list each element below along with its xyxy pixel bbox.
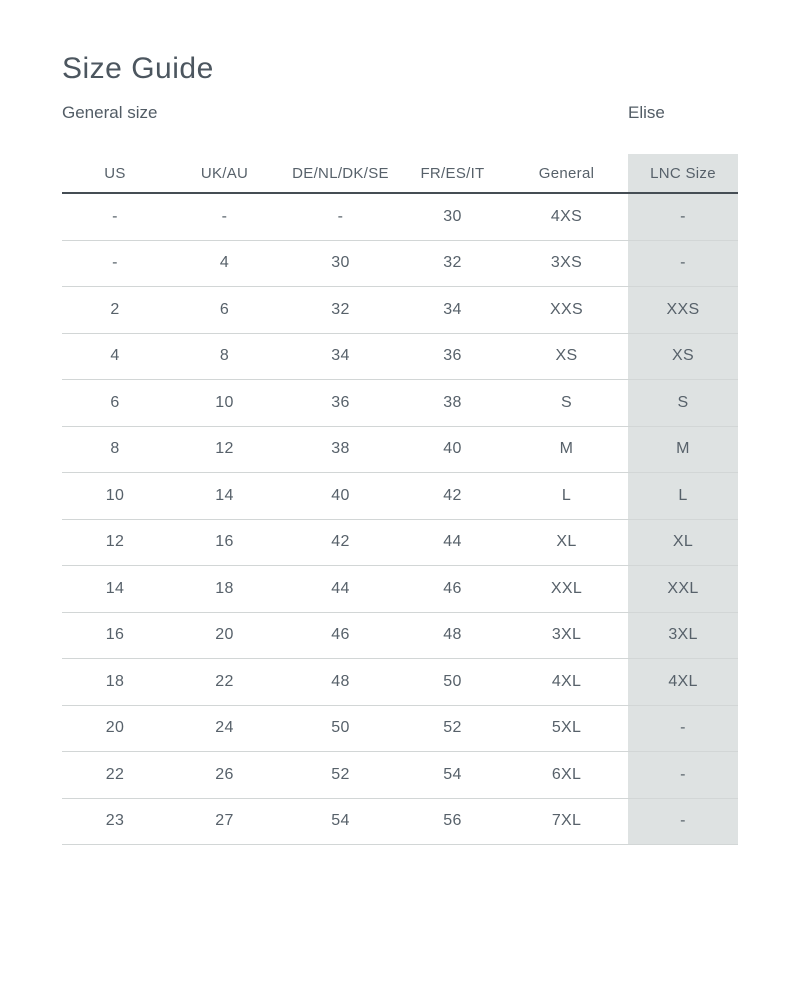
table-cell-us: 10: [105, 486, 125, 504]
table-cell-us: 16: [105, 626, 125, 644]
size-conversion-table: [62, 154, 738, 845]
table-cell-lnc_size: -: [628, 752, 738, 798]
table-cell-fr_es_it: 30: [443, 207, 462, 225]
table-cell-general: 5XL: [551, 719, 582, 737]
table-row: [62, 799, 738, 846]
table-cell-general: 3XS: [550, 254, 583, 272]
table-cell-uk_au: 6: [219, 300, 230, 318]
table-cell-uk_au: -: [221, 207, 228, 225]
table-cell-lnc_size: 4XL: [628, 659, 738, 705]
table-cell-us: 22: [105, 765, 125, 783]
subhead: [62, 103, 738, 125]
column-header-lnc_size: LNC Size: [628, 154, 738, 192]
table-cell-fr_es_it: 38: [443, 393, 462, 411]
table-cell-lnc_size: -: [628, 799, 738, 845]
table-cell-general: XXS: [550, 300, 583, 318]
table-cell-us: 4: [110, 347, 120, 365]
table-cell-de_nl_dk_se: 30: [331, 254, 350, 272]
table-cell-uk_au: 4: [219, 254, 230, 272]
table-cell-general: 3XL: [551, 626, 582, 644]
table-cell-us: -: [112, 207, 118, 225]
table-cell-de_nl_dk_se: 34: [331, 347, 350, 365]
table-cell-uk_au: 22: [215, 672, 234, 690]
table-cell-lnc_size: XXS: [628, 287, 738, 333]
table-cell-lnc_size: XL: [628, 520, 738, 566]
table-row: [62, 334, 738, 381]
table-cell-lnc_size: XXL: [628, 566, 738, 612]
table-cell-de_nl_dk_se: 54: [331, 812, 350, 830]
general-size-subtitle: General size: [62, 103, 158, 122]
table-cell-general: L: [561, 486, 572, 504]
table-cell-fr_es_it: 48: [443, 626, 462, 644]
size-table-body: [62, 194, 738, 845]
table-cell-general: 7XL: [551, 812, 582, 830]
table-cell-us: 2: [110, 300, 120, 318]
table-cell-uk_au: 18: [215, 579, 234, 597]
table-cell-general: M: [559, 440, 574, 458]
table-cell-general: XL: [556, 533, 577, 551]
table-cell-fr_es_it: 42: [443, 486, 462, 504]
table-cell-general: 4XL: [551, 672, 582, 690]
table-cell-us: 18: [105, 672, 125, 690]
table-row: [62, 287, 738, 334]
table-row: [62, 659, 738, 706]
table-cell-de_nl_dk_se: 42: [331, 533, 350, 551]
table-cell-general: S: [561, 393, 572, 411]
table-cell-lnc_size: L: [628, 473, 738, 519]
table-row: [62, 613, 738, 660]
table-cell-us: 6: [110, 393, 120, 411]
table-cell-lnc_size: -: [628, 706, 738, 752]
page-title: Size Guide: [62, 52, 214, 85]
table-row: [62, 473, 738, 520]
table-cell-us: 8: [110, 440, 120, 458]
table-row: [62, 427, 738, 474]
table-cell-lnc_size: M: [628, 427, 738, 473]
table-cell-us: 14: [105, 579, 125, 597]
table-cell-fr_es_it: 36: [443, 347, 462, 365]
table-row: [62, 241, 738, 288]
column-header-uk_au: UK/AU: [200, 164, 249, 182]
table-cell-uk_au: 27: [215, 812, 234, 830]
table-cell-us: 12: [105, 533, 125, 551]
table-cell-fr_es_it: 50: [443, 672, 462, 690]
table-cell-uk_au: 20: [215, 626, 234, 644]
table-cell-lnc_size: -: [628, 241, 738, 287]
table-cell-de_nl_dk_se: 36: [331, 393, 350, 411]
table-cell-lnc_size: S: [628, 380, 738, 426]
table-cell-lnc_size: 3XL: [628, 613, 738, 659]
table-cell-de_nl_dk_se: 44: [331, 579, 350, 597]
table-cell-fr_es_it: 32: [443, 254, 462, 272]
table-cell-de_nl_dk_se: 46: [331, 626, 350, 644]
table-cell-general: 4XS: [550, 207, 583, 225]
table-cell-de_nl_dk_se: 40: [331, 486, 350, 504]
table-cell-de_nl_dk_se: 52: [331, 765, 350, 783]
table-row: [62, 194, 738, 241]
size-table-header-row: [62, 154, 738, 194]
table-row: [62, 566, 738, 613]
table-cell-de_nl_dk_se: 48: [331, 672, 350, 690]
column-header-general: General: [538, 164, 595, 182]
table-cell-fr_es_it: 54: [443, 765, 462, 783]
table-cell-de_nl_dk_se: 50: [331, 719, 350, 737]
table-cell-uk_au: 16: [215, 533, 234, 551]
table-cell-de_nl_dk_se: 38: [331, 440, 350, 458]
table-cell-general: XXL: [550, 579, 583, 597]
table-cell-uk_au: 12: [215, 440, 234, 458]
table-cell-uk_au: 26: [215, 765, 234, 783]
table-cell-uk_au: 14: [215, 486, 234, 504]
column-header-us: US: [104, 164, 126, 182]
collection-label-elise: Elise: [628, 103, 665, 122]
table-cell-uk_au: 24: [215, 719, 234, 737]
table-cell-fr_es_it: 44: [443, 533, 462, 551]
table-cell-us: 23: [105, 812, 125, 830]
table-cell-us: 20: [105, 719, 125, 737]
table-cell-de_nl_dk_se: -: [337, 207, 344, 225]
table-cell-lnc_size: XS: [628, 334, 738, 380]
column-header-de_nl_dk_se: DE/NL/DK/SE: [292, 164, 389, 182]
table-row: [62, 752, 738, 799]
table-row: [62, 520, 738, 567]
table-cell-uk_au: 10: [215, 393, 234, 411]
table-cell-lnc_size: -: [628, 194, 738, 240]
table-cell-fr_es_it: 56: [443, 812, 462, 830]
table-cell-general: 6XL: [551, 765, 582, 783]
column-header-fr_es_it: FR/ES/IT: [420, 164, 485, 182]
table-cell-fr_es_it: 52: [443, 719, 462, 737]
table-cell-general: XS: [555, 347, 578, 365]
table-cell-fr_es_it: 40: [443, 440, 462, 458]
table-row: [62, 380, 738, 427]
table-cell-fr_es_it: 34: [443, 300, 462, 318]
table-row: [62, 706, 738, 753]
table-cell-de_nl_dk_se: 32: [331, 300, 350, 318]
table-cell-us: -: [112, 254, 118, 272]
table-cell-uk_au: 8: [219, 347, 230, 365]
size-guide-page: [62, 52, 738, 845]
table-cell-fr_es_it: 46: [443, 579, 462, 597]
